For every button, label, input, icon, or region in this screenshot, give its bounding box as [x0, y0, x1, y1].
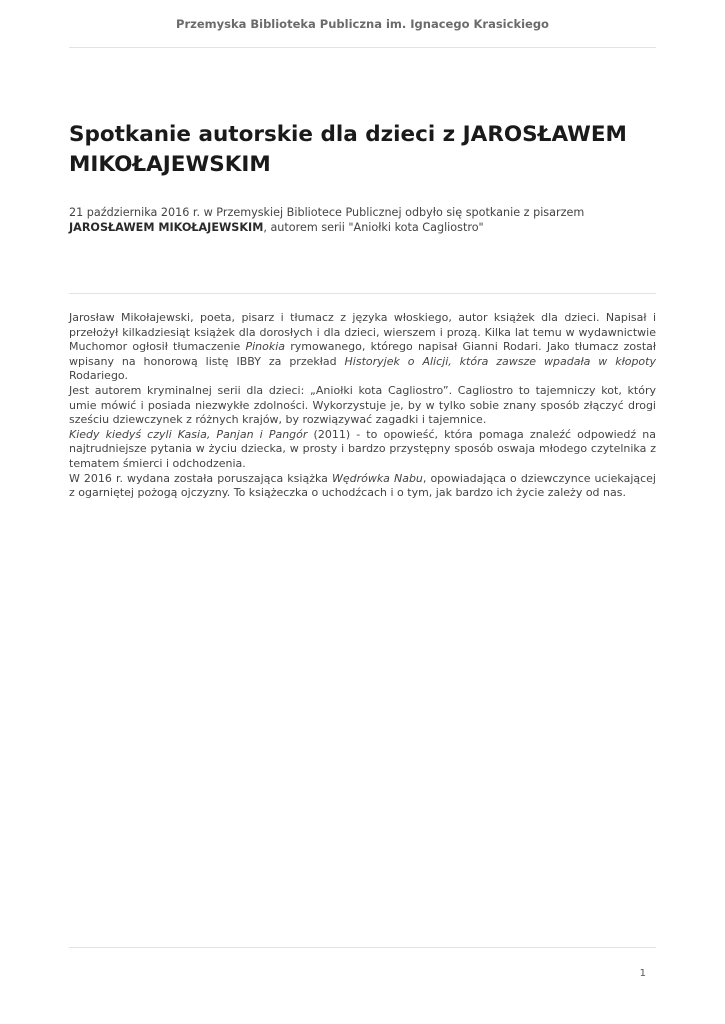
paragraph-wedrowka-nabu — [69, 472, 656, 501]
footer-divider — [69, 947, 656, 948]
paragraph-bio — [69, 311, 656, 384]
header-divider — [69, 47, 656, 48]
paragraph-wedrowka-part-1: W 2016 r. wydana została poruszająca książka — [69, 471, 332, 485]
book-title-pinokia: Pinokia — [245, 340, 286, 354]
paragraph-bio-part-3: Rodariego. — [69, 369, 128, 383]
book-title-wedrowka-nabu: Wędrówka Nabu — [331, 471, 423, 485]
article-title-line-2: MIKOŁAJEWSKIM — [69, 152, 271, 177]
paragraph-kiedy-kiedys — [69, 428, 656, 472]
article-body — [69, 311, 656, 501]
intro-author-name: JAROSŁAWEM MIKOŁAJEWSKIM — [69, 221, 264, 234]
book-title-historyjki: Historyjek o Alicji, która zawsze wpadała w kłopoty — [344, 354, 656, 368]
intro-text-before: 21 października 2016 r. w Przemyskiej Bibliotece Publicznej odbyło się spotkanie z pisarzem — [69, 206, 585, 219]
paragraph-kiedy-kiedys-text: (2011) - to opowieść, która pomaga znaleźć odpowiedź na najtrudniejsze pytania w życiu dziecka, w prosty i bardzo przystępny sposób oswaja młodego czytelnika z tematem śmierci i odchodzenia. — [69, 427, 656, 470]
site-header: Przemyska Biblioteka Publiczna im. Ignacego Krasickiego — [176, 17, 549, 31]
page-number: 1 — [639, 968, 646, 979]
article-title — [69, 120, 659, 180]
paragraph-series: Jest autorem kryminalnej serii dla dzieci: „Aniołki kota Cagliostro”. Cagliostro to tajemniczy kot, który umie mówić i posiada niezwykłe zdolności. Wykorzystuje je, by w tylko sobie znany sposób złączyć drogi sześciu dziewczynek z różnych krajów, by rozwiązywać zagadki i tajemnice. — [69, 383, 656, 427]
article-intro — [69, 205, 656, 235]
paragraph-bio-part-2: rymowanego, którego napisał Gianni Rodari. Jako tłumacz został wpisany na honorową listę IBBY za przekład — [69, 340, 657, 368]
article-title-line-1: Spotkanie autorskie dla dzieci z JAROSŁAWEM — [69, 122, 627, 147]
paragraph-wedrowka-part-2: , opowiadająca o dziewczynce uciekającej z ogarniętej pożogą ojczyzny. To książeczka o uchodźcach i o tym, jak bardzo ich życie zależy od nas. — [69, 471, 656, 500]
intro-text-after: , autorem serii "Aniołki kota Cagliostro" — [263, 221, 484, 234]
book-title-kiedy-kiedys: Kiedy kiedyś czyli Kasia, Panjan i Pangór — [69, 427, 308, 441]
paragraph-bio-part-1: Jarosław Mikołajewski, poeta, pisarz i tłumacz z języka włoskiego, autor książek dla dzieci. Napisał i przełożył kilkadziesiąt książek dla dorosłych i dla dzieci, wierszem i prozą. Kilka lat temu w wydawnictwie Muchomor ogłosił tłumaczenie — [69, 311, 656, 354]
content-divider — [69, 293, 656, 294]
